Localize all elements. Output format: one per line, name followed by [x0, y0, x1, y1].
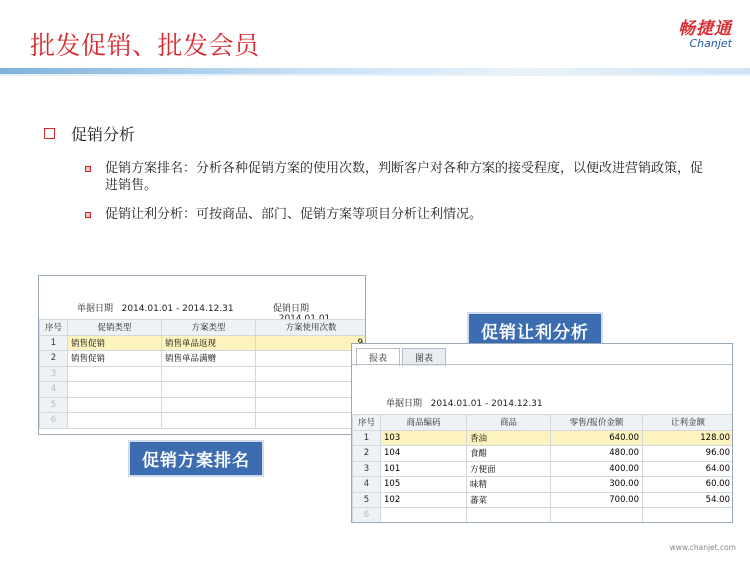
footer-url: www.chanjet.com: [669, 543, 736, 552]
cell: 96.00: [643, 446, 734, 462]
cell: 1: [353, 430, 381, 446]
bullet-icon: [85, 166, 91, 172]
date-label: 单据日期: [386, 399, 423, 409]
cell: 400.00: [551, 461, 643, 477]
bullet-item: [85, 160, 705, 194]
cell: 4: [40, 382, 68, 398]
cell: [256, 351, 367, 367]
cell: 640.00: [551, 430, 643, 446]
logo-cn: 畅捷通: [678, 19, 732, 39]
cell: 味精: [467, 477, 551, 493]
cell: 64.00: [643, 461, 734, 477]
bullet-text: 促销方案排名：分析各种促销方案的使用次数，判断客户对各种方案的接受程度，以便改进营销政策，促进销售。: [105, 161, 704, 193]
cell: 104: [381, 446, 467, 462]
table-row[interactable]: [353, 446, 734, 462]
bullet-text: 促销让利分析：可按商品、部门、促销方案等项目分析让利情况。: [105, 207, 483, 222]
table-header-row: [40, 320, 367, 336]
ranking-table: [39, 319, 366, 429]
date-label: 单据日期: [77, 304, 114, 314]
date-filter: [77, 301, 234, 314]
cell: 480.00: [551, 446, 643, 462]
section-heading: [44, 122, 135, 145]
table-row[interactable]: [40, 397, 367, 413]
cell: 3: [353, 461, 381, 477]
promotion-ranking-report: [38, 275, 366, 435]
cell: 5: [353, 492, 381, 508]
table-row[interactable]: [40, 382, 367, 398]
cell: 101: [381, 461, 467, 477]
cell: 102: [381, 492, 467, 508]
table-header-row: [353, 415, 734, 431]
date-value: 2014.01.01 - 2014.12.31: [430, 399, 543, 409]
promo-date-label: 促销日期: [273, 304, 310, 314]
bullet-icon: [85, 212, 91, 218]
promotion-ranking-label: 促销方案排名: [128, 440, 264, 477]
table-row[interactable]: [40, 413, 367, 429]
cell: 5: [40, 397, 68, 413]
cell: 105: [381, 477, 467, 493]
cell: 700.00: [551, 492, 643, 508]
cell: 6: [353, 508, 381, 524]
col-header: 方案使用次数: [256, 320, 367, 336]
col-header: 商品编码: [381, 415, 467, 431]
col-header: 方案类型: [162, 320, 256, 336]
date-value: 2014.01.01 - 2014.12.31: [121, 304, 234, 314]
cell: [256, 335, 367, 351]
cell: 3: [40, 366, 68, 382]
cell: 2: [40, 351, 68, 367]
cell: 4: [353, 477, 381, 493]
cell: 2: [353, 446, 381, 462]
promotion-discount-report: [351, 343, 733, 523]
cell: 60.00: [643, 477, 734, 493]
table-row[interactable]: [353, 508, 734, 524]
col-header: 商品: [467, 415, 551, 431]
cell: 销售单品满赠: [162, 351, 256, 367]
header-banner-shadow: [0, 74, 750, 76]
col-header: 序号: [353, 415, 381, 431]
page-title: 批发促销、批发会员: [30, 31, 260, 60]
table-row[interactable]: [353, 477, 734, 493]
cell: 蕃菜: [467, 492, 551, 508]
chanjet-logo: [642, 14, 732, 50]
square-bullet-icon: [44, 128, 55, 139]
cell: 销售促销: [68, 335, 162, 351]
cell: 300.00: [551, 477, 643, 493]
logo-en: Chanjet: [689, 37, 732, 50]
cell: 香油: [467, 430, 551, 446]
date-filter: [386, 396, 543, 409]
table-row[interactable]: [40, 351, 367, 367]
promotion-discount-label: 促销让利分析: [467, 312, 603, 349]
cell: 54.00: [643, 492, 734, 508]
discount-table: [352, 414, 733, 523]
cell: 6: [40, 413, 68, 429]
cell: 1: [40, 335, 68, 351]
cell: 食醋: [467, 446, 551, 462]
col-header: 促销类型: [68, 320, 162, 336]
table-row[interactable]: [353, 430, 734, 446]
tab-chart[interactable]: 图表: [402, 348, 446, 366]
tab-divider: [352, 364, 732, 365]
table-row[interactable]: [353, 492, 734, 508]
tab-report[interactable]: 报表: [356, 348, 400, 366]
table-row[interactable]: [353, 461, 734, 477]
cell: 128.00: [643, 430, 734, 446]
cell: 103: [381, 430, 467, 446]
col-header: 零售/报价金额: [551, 415, 643, 431]
col-header: 序号: [40, 320, 68, 336]
table-row[interactable]: [40, 335, 367, 351]
table-row[interactable]: [40, 366, 367, 382]
cell: 销售单品返现: [162, 335, 256, 351]
section-title: 促销分析: [71, 125, 136, 144]
cell: 方便面: [467, 461, 551, 477]
col-header: 让利金额: [643, 415, 734, 431]
bullet-item: [85, 206, 705, 223]
cell: 销售促销: [68, 351, 162, 367]
